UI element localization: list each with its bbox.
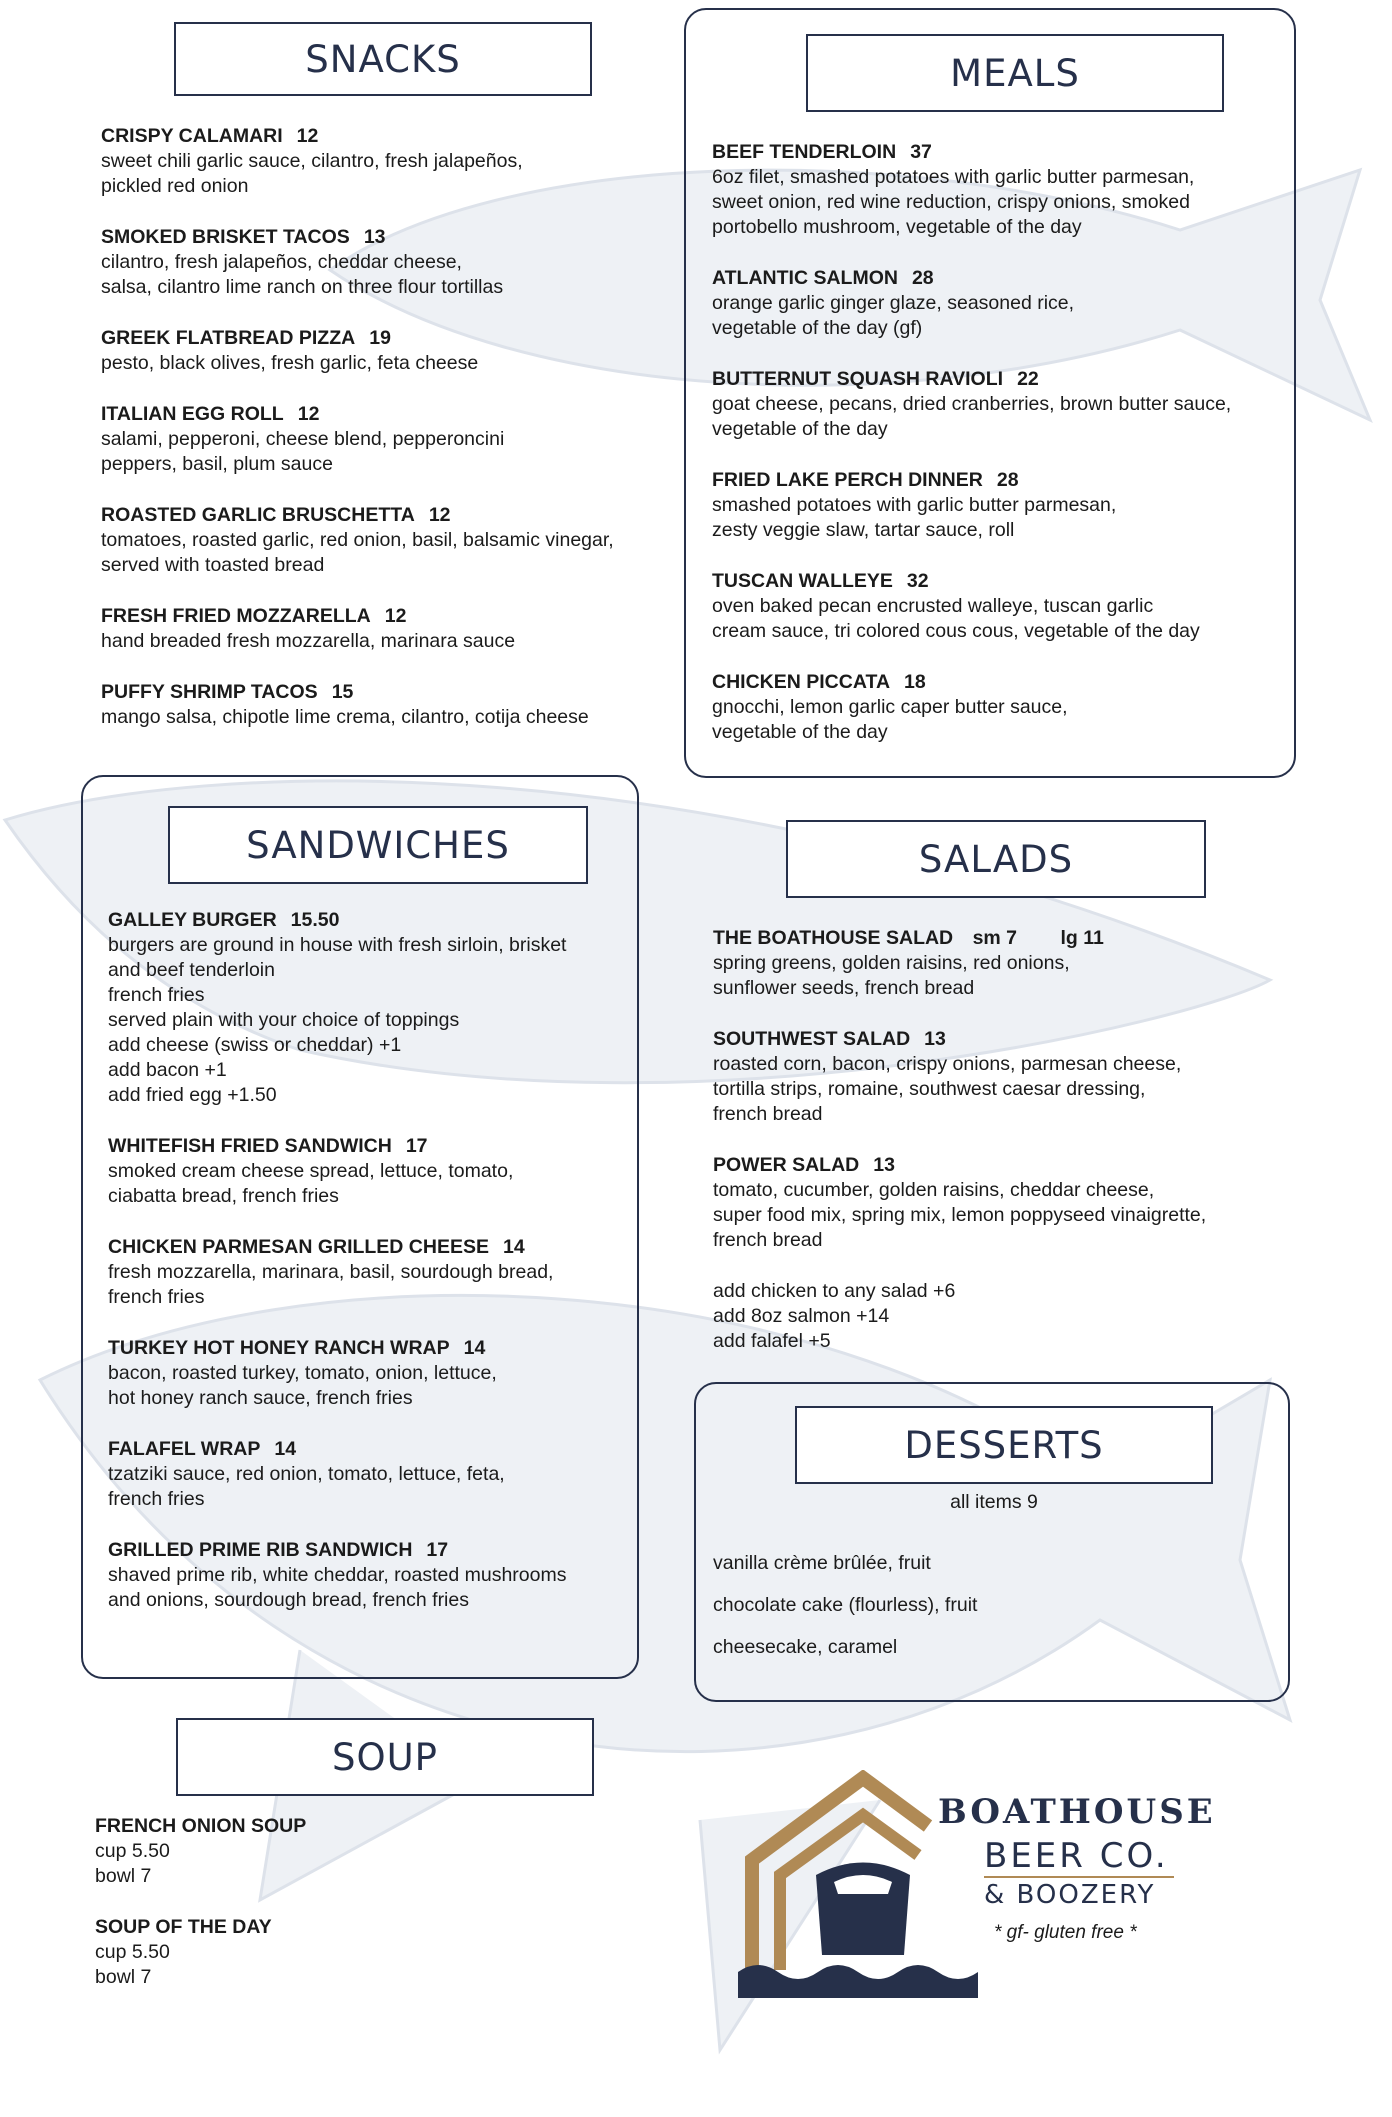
- item-desc-line: ciabatta bread, french fries: [108, 1185, 339, 1207]
- item-desc-line: bowl 7: [95, 1966, 152, 1988]
- list-item: [101, 124, 681, 199]
- item-desc-line: portobello mushroom, vegetable of the day: [712, 216, 1082, 238]
- item-name: ITALIAN EGG ROLL: [101, 403, 284, 425]
- soup-title: SOUP: [331, 1735, 438, 1779]
- item-desc-line: add cheese (swiss or cheddar) +1: [108, 1034, 402, 1056]
- item-desc-line: hot honey ranch sauce, french fries: [108, 1387, 413, 1409]
- list-item: [95, 1915, 515, 1990]
- item-price: 13: [873, 1154, 895, 1176]
- list-item: [713, 1153, 1293, 1253]
- item-desc-line: sweet onion, red wine reduction, crispy onions, smoked: [712, 191, 1190, 213]
- item-desc-line: add fried egg +1.50: [108, 1084, 277, 1106]
- item-name: ROASTED GARLIC BRUSCHETTA: [101, 504, 415, 526]
- list-item: [108, 1538, 628, 1613]
- list-item: [101, 503, 681, 578]
- item-desc-line: french fries: [108, 1286, 205, 1308]
- item-desc-line: orange garlic ginger glaze, seasoned rice,: [712, 292, 1075, 314]
- item-desc-line: 6oz filet, smashed potatoes with garlic butter parmesan,: [712, 166, 1195, 188]
- list-item: [712, 468, 1292, 543]
- item-desc-line: tortilla strips, romaine, southwest caesar dressing,: [713, 1078, 1146, 1100]
- item-desc-line: sweet chili garlic sauce, cilantro, fresh jalapeños,: [101, 150, 523, 172]
- item-name: THE BOATHOUSE SALAD: [713, 927, 954, 949]
- item-name: WHITEFISH FRIED SANDWICH: [108, 1135, 392, 1157]
- item-desc-line: goat cheese, pecans, dried cranberries, brown butter sauce,: [712, 393, 1232, 415]
- item-desc-line: cilantro, fresh jalapeños, cheddar cheese,: [101, 251, 462, 273]
- item-desc-line: sunflower seeds, french bread: [713, 977, 975, 999]
- list-item: [712, 670, 1292, 745]
- item-desc-line: and onions, sourdough bread, french fries: [108, 1589, 469, 1611]
- item-desc-line: french fries: [108, 984, 205, 1006]
- logo-line-beer-co: BEER CO.: [984, 1836, 1174, 1878]
- item-desc-line: bowl 7: [95, 1865, 152, 1887]
- item-name: CRISPY CALAMARI: [101, 125, 283, 147]
- item-name: FRIED LAKE PERCH DINNER: [712, 469, 983, 491]
- dessert-item: cheesecake, caramel: [713, 1636, 898, 1658]
- item-price: 28: [911, 267, 934, 289]
- item-price: 12: [297, 403, 320, 425]
- list-item: [95, 1814, 515, 1889]
- item-desc-line: served plain with your choice of toppings: [108, 1009, 460, 1031]
- item-desc-line: french bread: [713, 1229, 823, 1251]
- item-desc-line: french bread: [713, 1103, 823, 1125]
- item-desc-line: smoked cream cheese spread, lettuce, tomato,: [108, 1160, 514, 1182]
- item-desc-line: zesty veggie slaw, tartar sauce, roll: [712, 519, 1015, 541]
- list-item: [108, 1235, 628, 1310]
- salads-heading: [786, 820, 1206, 898]
- sandwiches-list: [108, 908, 628, 1639]
- item-name: GALLEY BURGER: [108, 909, 277, 931]
- item-price: 13: [363, 226, 386, 248]
- item-desc-line: cream sauce, tri colored cous cous, vegetable of the day: [712, 620, 1200, 642]
- item-name: FRESH FRIED MOZZARELLA: [101, 605, 371, 627]
- salad-addons: [713, 1279, 1293, 1354]
- item-name: PUFFY SHRIMP TACOS: [101, 681, 318, 703]
- item-price: 15: [331, 681, 354, 703]
- item-price: 32: [906, 570, 929, 592]
- meals-title: MEALS: [950, 51, 1080, 95]
- item-price: 14: [463, 1337, 486, 1359]
- list-item: [101, 680, 681, 730]
- item-desc-line: shaved prime rib, white cheddar, roasted mushrooms: [108, 1564, 567, 1586]
- item-name: BEEF TENDERLOIN: [712, 141, 897, 163]
- addon-line: add falafel +5: [713, 1330, 831, 1352]
- item-name: SOUTHWEST SALAD: [713, 1028, 911, 1050]
- logo-text: [938, 1792, 1216, 1944]
- dessert-item: vanilla crème brûlée, fruit: [713, 1552, 931, 1574]
- item-desc-line: served with toasted bread: [101, 554, 325, 576]
- item-desc-line: add bacon +1: [108, 1059, 227, 1081]
- item-price-small: sm 7: [972, 927, 1018, 949]
- item-desc-line: salsa, cilantro lime ranch on three flour tortillas: [101, 276, 504, 298]
- desserts-note: all items 9: [950, 1491, 1038, 1513]
- logo-line-boozery: & BOOZERY: [984, 1880, 1156, 1910]
- item-desc-line: cup 5.50: [95, 1941, 170, 1963]
- item-desc-line: burgers are ground in house with fresh sirloin, brisket: [108, 934, 567, 956]
- item-price: 28: [996, 469, 1019, 491]
- item-desc-line: vegetable of the day (gf): [712, 317, 923, 339]
- salads-title: SALADS: [918, 837, 1074, 881]
- desserts-heading: [795, 1406, 1213, 1484]
- item-name: BUTTERNUT SQUASH RAVIOLI: [712, 368, 1004, 390]
- list-item: [101, 402, 681, 477]
- list-item: [101, 326, 681, 376]
- logo-line-boathouse: BOATHOUSE: [938, 1792, 1216, 1832]
- list-item: [108, 1336, 628, 1411]
- item-price: 12: [428, 504, 451, 526]
- salads-list: [713, 926, 1293, 1354]
- item-name: CHICKEN PICCATA: [712, 671, 891, 693]
- item-price: 14: [503, 1236, 525, 1258]
- addon-line: add 8oz salmon +14: [713, 1305, 890, 1327]
- item-desc-line: tzatziki sauce, red onion, tomato, lettuce, feta,: [108, 1463, 505, 1485]
- item-desc-line: roasted corn, bacon, crispy onions, parmesan cheese,: [713, 1053, 1182, 1075]
- snacks-list: [101, 124, 681, 756]
- item-price: 22: [1017, 368, 1039, 390]
- item-price: 37: [910, 141, 932, 163]
- item-price: 19: [369, 327, 391, 349]
- item-desc-line: vegetable of the day: [712, 418, 888, 440]
- list-item: [108, 1134, 628, 1209]
- item-desc-line: pesto, black olives, fresh garlic, feta cheese: [101, 352, 479, 374]
- snacks-title: SNACKS: [305, 37, 461, 81]
- item-name: GREEK FLATBREAD PIZZA: [101, 327, 356, 349]
- item-desc-line: vegetable of the day: [712, 721, 888, 743]
- item-name: TURKEY HOT HONEY RANCH WRAP: [108, 1337, 450, 1359]
- item-price: 17: [426, 1539, 449, 1561]
- snacks-heading: [174, 22, 592, 96]
- item-price: 18: [904, 671, 926, 693]
- item-price: 12: [384, 605, 407, 627]
- item-desc-line: hand breaded fresh mozzarella, marinara sauce: [101, 630, 516, 652]
- item-desc-line: smashed potatoes with garlic butter parmesan,: [712, 494, 1117, 516]
- item-desc-line: peppers, basil, plum sauce: [101, 453, 333, 475]
- meals-list: [712, 140, 1292, 771]
- item-desc-line: tomato, cucumber, golden raisins, cheddar cheese,: [713, 1179, 1155, 1201]
- item-price: 13: [924, 1028, 946, 1050]
- item-desc-line: spring greens, golden raisins, red onions,: [713, 952, 1070, 974]
- item-desc-line: salami, pepperoni, cheese blend, pepperoncini: [101, 428, 505, 450]
- item-price: 15.50: [290, 909, 340, 931]
- item-name: SOUP OF THE DAY: [95, 1916, 272, 1938]
- item-desc-line: oven baked pecan encrusted walleye, tuscan garlic: [712, 595, 1154, 617]
- list-item: [713, 926, 1293, 1001]
- item-desc-line: bacon, roasted turkey, tomato, onion, lettuce,: [108, 1362, 497, 1384]
- list-item: [712, 569, 1292, 644]
- item-name: FRENCH ONION SOUP: [95, 1815, 307, 1837]
- item-name: CHICKEN PARMESAN GRILLED CHEESE: [108, 1236, 490, 1258]
- item-name: TUSCAN WALLEYE: [712, 570, 893, 592]
- list-item: [108, 1437, 628, 1512]
- item-desc-line: french fries: [108, 1488, 205, 1510]
- item-name: GRILLED PRIME RIB SANDWICH: [108, 1539, 413, 1561]
- item-name: SMOKED BRISKET TACOS: [101, 226, 350, 248]
- list-item: [712, 367, 1292, 442]
- soup-list: [95, 1814, 515, 2016]
- item-desc-line: mango salsa, chipotle lime crema, cilantro, cotija cheese: [101, 706, 589, 728]
- meals-heading: [806, 34, 1224, 112]
- item-desc-line: and beef tenderloin: [108, 959, 275, 981]
- item-price: 12: [296, 125, 319, 147]
- list-item: [713, 1027, 1293, 1127]
- soup-heading: [176, 1718, 594, 1796]
- desserts-title: DESSERTS: [904, 1423, 1104, 1467]
- list-item: [108, 908, 628, 1108]
- list-item: [101, 225, 681, 300]
- item-desc-line: pickled red onion: [101, 175, 249, 197]
- desserts-list: [713, 1490, 1275, 1660]
- item-name: ATLANTIC SALMON: [712, 267, 898, 289]
- item-desc-line: cup 5.50: [95, 1840, 170, 1862]
- dessert-item: chocolate cake (flourless), fruit: [713, 1594, 978, 1616]
- item-desc-line: gnocchi, lemon garlic caper butter sauce,: [712, 696, 1068, 718]
- addon-line: add chicken to any salad +6: [713, 1280, 956, 1302]
- list-item: [101, 604, 681, 654]
- sandwiches-heading: [168, 806, 588, 884]
- list-item: [712, 140, 1292, 240]
- item-desc-line: fresh mozzarella, marinara, basil, sourdough bread,: [108, 1261, 554, 1283]
- gluten-free-note: * gf- gluten free *: [994, 1922, 1137, 1943]
- item-price: 14: [274, 1438, 297, 1460]
- item-desc-line: super food mix, spring mix, lemon poppyseed vinaigrette,: [713, 1204, 1207, 1226]
- item-price-large: lg 11: [1060, 927, 1104, 949]
- item-name: FALAFEL WRAP: [108, 1438, 261, 1460]
- item-price: 17: [405, 1135, 428, 1157]
- list-item: [712, 266, 1292, 341]
- item-desc-line: tomatoes, roasted garlic, red onion, basil, balsamic vinegar,: [101, 529, 614, 551]
- sandwiches-title: SANDWICHES: [246, 823, 510, 867]
- item-name: POWER SALAD: [713, 1154, 860, 1176]
